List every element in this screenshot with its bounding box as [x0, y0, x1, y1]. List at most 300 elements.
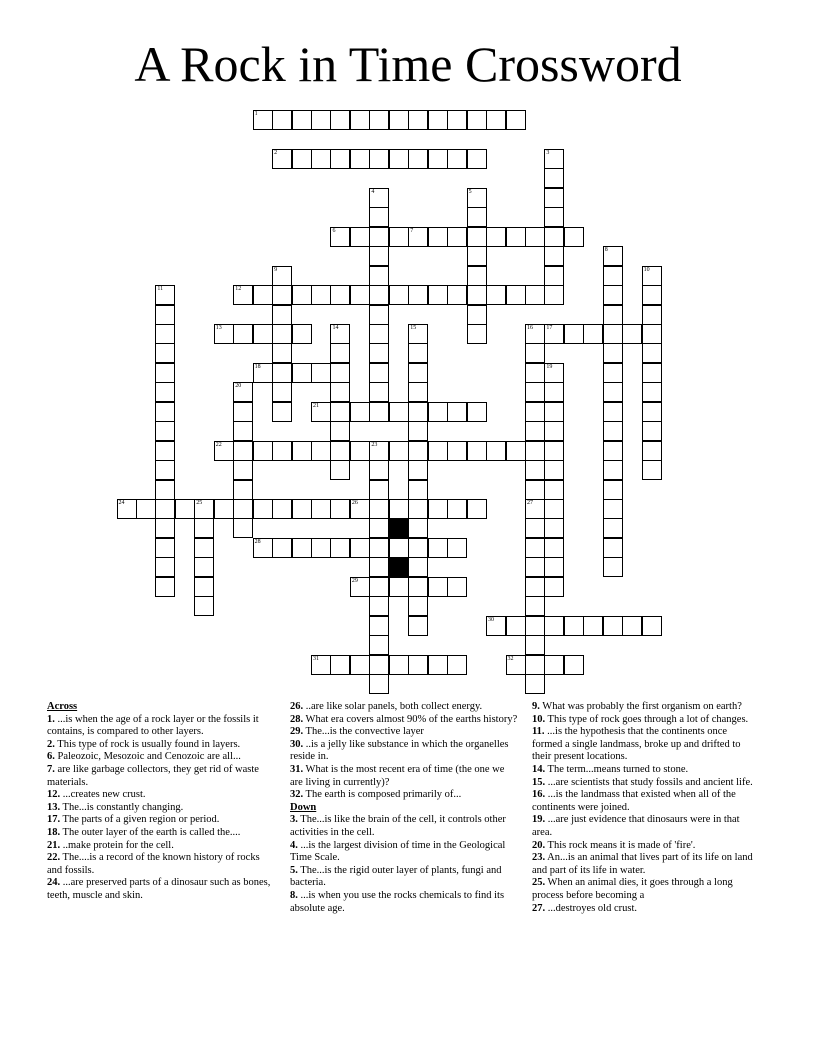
grid-cell[interactable] — [428, 402, 448, 422]
grid-cell[interactable] — [408, 538, 428, 558]
grid-cell[interactable] — [408, 382, 428, 402]
grid-cell[interactable] — [214, 441, 234, 461]
grid-cell[interactable] — [350, 285, 370, 305]
grid-cell[interactable] — [369, 110, 389, 130]
grid-cell[interactable] — [117, 499, 137, 519]
grid-cell[interactable] — [603, 305, 623, 325]
grid-cell[interactable] — [544, 538, 564, 558]
grid-cell[interactable] — [330, 382, 350, 402]
grid-cell[interactable] — [155, 285, 175, 305]
grid-cell[interactable] — [642, 460, 662, 480]
grid-cell[interactable] — [525, 441, 545, 461]
grid-cell[interactable] — [330, 441, 350, 461]
grid-cell[interactable] — [253, 538, 273, 558]
grid-cell[interactable] — [544, 499, 564, 519]
grid-cell[interactable] — [408, 480, 428, 500]
grid-cell[interactable] — [369, 343, 389, 363]
grid-cell[interactable] — [369, 207, 389, 227]
grid-cell[interactable] — [603, 538, 623, 558]
grid-cell[interactable] — [428, 149, 448, 169]
grid-cell[interactable] — [272, 441, 292, 461]
grid-cell[interactable] — [447, 577, 467, 597]
grid-cell[interactable] — [486, 285, 506, 305]
clue-number: 4 — [371, 188, 375, 195]
grid-cell[interactable] — [564, 324, 584, 344]
grid-cell[interactable] — [603, 480, 623, 500]
grid-cell[interactable] — [428, 441, 448, 461]
grid-cell[interactable] — [544, 246, 564, 266]
grid-cell[interactable] — [603, 402, 623, 422]
grid-cell[interactable] — [369, 305, 389, 325]
clue-number: 7 — [410, 227, 414, 234]
grid-cell[interactable] — [603, 441, 623, 461]
down-header: Down — [290, 801, 317, 813]
grid-cell[interactable] — [544, 324, 564, 344]
grid-cell[interactable] — [447, 149, 467, 169]
grid-cell[interactable] — [155, 480, 175, 500]
grid-cell[interactable] — [408, 227, 428, 247]
grid-cell[interactable] — [389, 499, 409, 519]
grid-cell[interactable] — [428, 577, 448, 597]
grid-cell[interactable] — [642, 363, 662, 383]
grid-cell[interactable] — [369, 441, 389, 461]
grid-cell[interactable] — [369, 635, 389, 655]
grid-cell[interactable] — [564, 655, 584, 675]
grid-cell[interactable] — [525, 635, 545, 655]
grid-cell[interactable] — [544, 149, 564, 169]
grid-cell[interactable] — [428, 227, 448, 247]
grid-cell[interactable] — [330, 538, 350, 558]
grid-cell[interactable] — [642, 324, 662, 344]
grid-cell[interactable] — [603, 266, 623, 286]
grid-cell[interactable] — [155, 382, 175, 402]
grid-cell[interactable] — [253, 363, 273, 383]
grid-cell[interactable] — [544, 460, 564, 480]
grid-cell[interactable] — [525, 363, 545, 383]
clue-number: 11 — [157, 286, 164, 293]
grid-cell[interactable] — [155, 499, 175, 519]
grid-cell[interactable] — [233, 382, 253, 402]
grid-cell[interactable] — [603, 616, 623, 636]
grid-cell[interactable] — [369, 285, 389, 305]
grid-cell[interactable] — [642, 382, 662, 402]
grid-cell[interactable] — [369, 674, 389, 694]
grid-cell[interactable] — [467, 188, 487, 208]
grid-cell[interactable] — [350, 149, 370, 169]
clue-text: 4. ...is the largest division of time in the Geological Time Scale. — [290, 839, 506, 864]
grid-cell[interactable] — [525, 655, 545, 675]
grid-cell[interactable] — [408, 596, 428, 616]
grid-cell[interactable] — [369, 655, 389, 675]
grid-cell[interactable] — [389, 402, 409, 422]
grid-cell[interactable] — [233, 518, 253, 538]
grid-cell[interactable] — [194, 557, 214, 577]
grid-cell[interactable] — [155, 557, 175, 577]
grid-cell[interactable] — [642, 285, 662, 305]
grid-cell[interactable] — [369, 149, 389, 169]
grid-cell[interactable] — [389, 441, 409, 461]
grid-cell[interactable] — [428, 499, 448, 519]
clue-text: 17. The parts of a given region or period. — [47, 814, 220, 826]
grid-cell[interactable] — [408, 343, 428, 363]
grid-cell[interactable] — [233, 480, 253, 500]
grid-cell[interactable] — [525, 596, 545, 616]
grid-cell[interactable] — [369, 402, 389, 422]
grid-cell[interactable] — [311, 441, 331, 461]
grid-cell[interactable] — [467, 149, 487, 169]
grid-cell[interactable] — [214, 499, 234, 519]
clue-text: 11. ...is the hypothesis that the continents once formed a single landmass, broke up and drifted to their present locations. — [532, 726, 741, 763]
grid-cell[interactable] — [369, 499, 389, 519]
grid-cell[interactable] — [506, 110, 526, 130]
grid-cell[interactable] — [506, 655, 526, 675]
grid-cell[interactable] — [330, 149, 350, 169]
grid-cell[interactable] — [369, 616, 389, 636]
grid-cell[interactable] — [272, 149, 292, 169]
grid-cell[interactable] — [194, 577, 214, 597]
grid-cell[interactable] — [369, 246, 389, 266]
grid-cell[interactable] — [603, 363, 623, 383]
grid-cell[interactable] — [486, 441, 506, 461]
grid-cell[interactable] — [233, 402, 253, 422]
grid-cell[interactable] — [467, 441, 487, 461]
grid-cell[interactable] — [408, 421, 428, 441]
grid-cell[interactable] — [272, 363, 292, 383]
grid-cell[interactable] — [642, 421, 662, 441]
grid-cell[interactable] — [233, 285, 253, 305]
grid-cell[interactable] — [272, 538, 292, 558]
clue-text: 14. The term...means turned to stone. — [532, 763, 689, 775]
grid-cell[interactable] — [603, 246, 623, 266]
grid-cell[interactable] — [447, 655, 467, 675]
grid-cell[interactable] — [642, 266, 662, 286]
clue-number: 20 — [235, 383, 242, 390]
grid-cell[interactable] — [506, 227, 526, 247]
grid-cell[interactable] — [486, 616, 506, 636]
grid-cell[interactable] — [447, 110, 467, 130]
grid-cell[interactable] — [330, 402, 350, 422]
grid-cell[interactable] — [272, 266, 292, 286]
grid-cell[interactable] — [389, 577, 409, 597]
grid-cell[interactable] — [408, 616, 428, 636]
grid-cell[interactable] — [642, 343, 662, 363]
grid-cell[interactable] — [467, 227, 487, 247]
grid-cell[interactable] — [369, 382, 389, 402]
grid-cell[interactable] — [447, 227, 467, 247]
grid-cell[interactable] — [292, 110, 312, 130]
grid-cell[interactable] — [525, 227, 545, 247]
grid-cell[interactable] — [272, 285, 292, 305]
grid-cell[interactable] — [525, 460, 545, 480]
grid-cell[interactable] — [525, 616, 545, 636]
grid-cell[interactable] — [564, 227, 584, 247]
grid-cell[interactable] — [525, 557, 545, 577]
grid-cell[interactable] — [369, 596, 389, 616]
grid-cell[interactable] — [369, 577, 389, 597]
grid-cell[interactable] — [389, 655, 409, 675]
grid-cell[interactable] — [642, 616, 662, 636]
grid-cell[interactable] — [408, 149, 428, 169]
grid-cell[interactable] — [155, 402, 175, 422]
grid-cell[interactable] — [272, 343, 292, 363]
grid-cell[interactable] — [544, 227, 564, 247]
grid-cell[interactable] — [272, 305, 292, 325]
grid-cell[interactable] — [194, 518, 214, 538]
grid-cell[interactable] — [350, 577, 370, 597]
grid-cell[interactable] — [233, 421, 253, 441]
grid-cell[interactable] — [447, 402, 467, 422]
grid-cell[interactable] — [330, 460, 350, 480]
grid-cell[interactable] — [272, 402, 292, 422]
grid-cell[interactable] — [330, 285, 350, 305]
grid-cell[interactable] — [292, 324, 312, 344]
grid-cell[interactable] — [544, 382, 564, 402]
grid-cell[interactable] — [292, 363, 312, 383]
grid-cell[interactable] — [544, 266, 564, 286]
grid-cell[interactable] — [155, 577, 175, 597]
clues-column-2 — [290, 701, 518, 915]
grid-cell[interactable] — [292, 441, 312, 461]
grid-cell[interactable] — [389, 285, 409, 305]
grid-cell[interactable] — [603, 285, 623, 305]
clue-text: 19. ...are just evidence that dinosaurs were in that area. — [532, 814, 740, 838]
grid-cell[interactable] — [408, 402, 428, 422]
grid-cell[interactable] — [603, 499, 623, 519]
grid-cell[interactable] — [369, 557, 389, 577]
grid-cell[interactable] — [467, 246, 487, 266]
grid-cell[interactable] — [330, 343, 350, 363]
grid-cell[interactable] — [408, 110, 428, 130]
grid-cell[interactable] — [330, 363, 350, 383]
grid-cell[interactable] — [622, 616, 642, 636]
grid-cell[interactable] — [272, 382, 292, 402]
grid-cell[interactable] — [525, 421, 545, 441]
grid-cell[interactable] — [564, 616, 584, 636]
grid-cell[interactable] — [525, 343, 545, 363]
grid-cell[interactable] — [350, 538, 370, 558]
grid-cell[interactable] — [467, 207, 487, 227]
grid-cell[interactable] — [350, 110, 370, 130]
grid-cell[interactable] — [447, 538, 467, 558]
grid-cell[interactable] — [253, 285, 273, 305]
grid-cell[interactable] — [369, 324, 389, 344]
grid-cell[interactable] — [428, 538, 448, 558]
grid-cell[interactable] — [544, 480, 564, 500]
grid-cell[interactable] — [330, 227, 350, 247]
grid-cell[interactable] — [389, 110, 409, 130]
grid-cell[interactable] — [467, 285, 487, 305]
grid-cell[interactable] — [525, 402, 545, 422]
grid-cell[interactable] — [369, 518, 389, 538]
grid-cell[interactable] — [603, 421, 623, 441]
clue-number: 9 — [274, 266, 278, 273]
grid-cell[interactable] — [155, 421, 175, 441]
grid-cell[interactable] — [544, 441, 564, 461]
grid-cell[interactable] — [330, 324, 350, 344]
grid-cell[interactable] — [486, 110, 506, 130]
grid-cell[interactable] — [330, 499, 350, 519]
grid-cell[interactable] — [408, 577, 428, 597]
grid-cell[interactable] — [583, 324, 603, 344]
grid-cell[interactable] — [369, 538, 389, 558]
grid-cell[interactable] — [408, 460, 428, 480]
grid-cell[interactable] — [369, 188, 389, 208]
grid-cell[interactable] — [136, 499, 156, 519]
grid-cell[interactable] — [311, 149, 331, 169]
grid-cell[interactable] — [544, 207, 564, 227]
grid-cell[interactable] — [253, 110, 273, 130]
grid-cell[interactable] — [155, 305, 175, 325]
grid-cell[interactable] — [506, 285, 526, 305]
grid-cell[interactable] — [603, 518, 623, 538]
grid-cell[interactable] — [155, 343, 175, 363]
grid-cell[interactable] — [292, 538, 312, 558]
grid-cell[interactable] — [467, 305, 487, 325]
grid-cell[interactable] — [467, 402, 487, 422]
grid-cell[interactable] — [408, 324, 428, 344]
grid-cell[interactable] — [350, 402, 370, 422]
grid-cell[interactable] — [350, 227, 370, 247]
grid-cell[interactable] — [292, 499, 312, 519]
grid-cell[interactable] — [408, 518, 428, 538]
grid-cell[interactable] — [467, 324, 487, 344]
grid-cell[interactable] — [155, 460, 175, 480]
grid-cell[interactable] — [467, 499, 487, 519]
grid-cell[interactable] — [525, 285, 545, 305]
grid-cell[interactable] — [369, 480, 389, 500]
clue-text: 5. The...is the rigid outer layer of plants, fungi and bacteria. — [290, 864, 502, 889]
grid-cell[interactable] — [544, 577, 564, 597]
grid-cell[interactable] — [311, 285, 331, 305]
grid-cell[interactable] — [330, 110, 350, 130]
grid-cell[interactable] — [253, 441, 273, 461]
grid-cell[interactable] — [544, 557, 564, 577]
grid-cell[interactable] — [544, 655, 564, 675]
grid-cell[interactable] — [311, 538, 331, 558]
grid-cell[interactable] — [447, 441, 467, 461]
grid-cell[interactable] — [525, 577, 545, 597]
grid-cell[interactable] — [467, 110, 487, 130]
grid-cell[interactable] — [272, 324, 292, 344]
grid-cell[interactable] — [194, 499, 214, 519]
grid-cell[interactable] — [544, 518, 564, 538]
grid-cell[interactable] — [350, 499, 370, 519]
grid-cell[interactable] — [622, 324, 642, 344]
grid-cell[interactable] — [369, 227, 389, 247]
grid-cell[interactable] — [544, 421, 564, 441]
grid-cell[interactable] — [603, 557, 623, 577]
grid-cell[interactable] — [525, 518, 545, 538]
grid-cell[interactable] — [194, 596, 214, 616]
grid-cell[interactable] — [525, 538, 545, 558]
grid-cell[interactable] — [311, 110, 331, 130]
grid-cell[interactable] — [525, 499, 545, 519]
clues-column-1 — [47, 701, 277, 903]
grid-cell[interactable] — [603, 382, 623, 402]
grid-cell[interactable] — [155, 538, 175, 558]
clue-text: 31. What is the most recent era of time (the one we are living in currently)? — [290, 763, 505, 788]
grid-cell[interactable] — [330, 421, 350, 441]
grid-cell[interactable] — [253, 499, 273, 519]
grid-cell[interactable] — [506, 441, 526, 461]
grid-cell[interactable] — [350, 655, 370, 675]
grid-cell[interactable] — [389, 227, 409, 247]
grid-cell[interactable] — [544, 616, 564, 636]
grid-cell[interactable] — [311, 402, 331, 422]
grid-cell[interactable] — [311, 655, 331, 675]
grid-cell[interactable] — [175, 499, 195, 519]
grid-cell[interactable] — [311, 499, 331, 519]
grid-cell[interactable] — [272, 499, 292, 519]
grid-cell[interactable] — [467, 266, 487, 286]
grid-cell[interactable] — [447, 285, 467, 305]
grid-cell[interactable] — [428, 110, 448, 130]
grid-cell[interactable] — [408, 285, 428, 305]
grid-cell[interactable] — [642, 441, 662, 461]
clue-number: 23 — [371, 441, 378, 448]
grid-cell[interactable] — [642, 305, 662, 325]
grid-cell[interactable] — [292, 285, 312, 305]
grid-cell[interactable] — [525, 480, 545, 500]
grid-cell[interactable] — [544, 363, 564, 383]
grid-cell[interactable] — [292, 149, 312, 169]
grid-cell[interactable] — [233, 441, 253, 461]
grid-cell[interactable] — [603, 343, 623, 363]
grid-cell[interactable] — [253, 324, 273, 344]
grid-cell[interactable] — [544, 188, 564, 208]
grid-cell[interactable] — [155, 441, 175, 461]
grid-cell[interactable] — [194, 538, 214, 558]
grid-cell[interactable] — [233, 324, 253, 344]
grid-cell[interactable] — [408, 655, 428, 675]
grid-cell[interactable] — [233, 460, 253, 480]
grid-cell[interactable] — [544, 168, 564, 188]
grid-cell[interactable] — [350, 441, 370, 461]
grid-cell[interactable] — [155, 324, 175, 344]
grid-cell[interactable] — [544, 285, 564, 305]
grid-cell[interactable] — [369, 266, 389, 286]
grid-cell[interactable] — [155, 363, 175, 383]
grid-cell[interactable] — [155, 518, 175, 538]
grid-cell[interactable] — [408, 499, 428, 519]
grid-cell[interactable] — [428, 285, 448, 305]
grid-cell[interactable] — [389, 149, 409, 169]
grid-cell[interactable] — [389, 538, 409, 558]
grid-cell[interactable] — [428, 655, 448, 675]
grid-cell[interactable] — [311, 363, 331, 383]
grid-cell[interactable] — [486, 227, 506, 247]
grid-cell[interactable] — [583, 616, 603, 636]
grid-cell[interactable] — [272, 110, 292, 130]
grid-cell[interactable] — [369, 460, 389, 480]
grid-cell[interactable] — [525, 324, 545, 344]
grid-cell[interactable] — [642, 402, 662, 422]
grid-cell[interactable] — [525, 382, 545, 402]
grid-cell[interactable] — [544, 402, 564, 422]
grid-cell[interactable] — [214, 324, 234, 344]
grid-cell[interactable] — [369, 363, 389, 383]
grid-cell[interactable] — [525, 674, 545, 694]
grid-cell[interactable] — [408, 557, 428, 577]
grid-cell[interactable] — [408, 363, 428, 383]
grid-cell[interactable] — [603, 324, 623, 344]
grid-cell[interactable] — [233, 499, 253, 519]
grid-cell[interactable] — [447, 499, 467, 519]
grid-cell[interactable] — [408, 441, 428, 461]
grid-cell[interactable] — [506, 616, 526, 636]
grid-cell[interactable] — [603, 460, 623, 480]
grid-cell[interactable] — [330, 655, 350, 675]
